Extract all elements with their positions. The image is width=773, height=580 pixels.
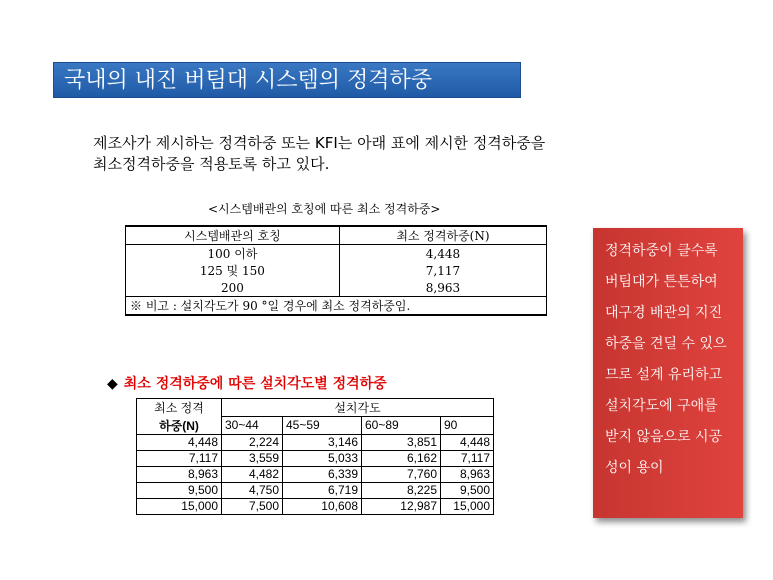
table-cell: 7,500 xyxy=(222,498,283,514)
table-cell: 4,448 xyxy=(137,434,222,450)
table-header: 설치각도 xyxy=(222,399,494,417)
table-cell: 4,750 xyxy=(222,482,283,498)
table-row xyxy=(137,466,494,482)
table-header: 90 xyxy=(441,417,494,435)
table-cell: 15,000 xyxy=(137,498,222,514)
diamond-bullet-icon: ◆ xyxy=(107,376,118,392)
table-cell: 8,225 xyxy=(362,482,441,498)
table-header: 45~59 xyxy=(283,417,362,435)
intro-text xyxy=(93,133,545,175)
angle-rated-load-table xyxy=(136,398,494,515)
table-note-row xyxy=(126,297,547,316)
table-cell: 7,760 xyxy=(362,466,441,482)
callout-line: 버팀대가 튼튼하여 xyxy=(605,274,718,290)
table-cell: 4,482 xyxy=(222,466,283,482)
table-cell: 6,339 xyxy=(283,466,362,482)
table-cell: 7,117 xyxy=(339,262,546,279)
table-header-row xyxy=(137,417,494,435)
section-heading xyxy=(107,373,387,393)
intro-line-2: 최소정격하중을 적용토록 하고 있다. xyxy=(93,155,330,173)
callout-line: 설치각도에 구애를 xyxy=(605,398,718,414)
table-note: ※ 비고 : 설치각도가 90 °일 경우에 최소 정격하중임. xyxy=(126,297,547,316)
section-heading-text: 최소 정격하중에 따른 설치각도별 정격하중 xyxy=(123,376,387,392)
table-cell: 6,162 xyxy=(362,450,441,466)
table-header: 시스템배관의 호칭 xyxy=(126,226,340,245)
callout-line: 므로 설계 유리하고 xyxy=(605,367,723,383)
table-cell: 6,719 xyxy=(283,482,362,498)
table-row xyxy=(137,434,494,450)
table-cell: 7,117 xyxy=(441,450,494,466)
table-header: 최소 정격하중(N) xyxy=(339,226,546,245)
table-cell: 8,963 xyxy=(137,466,222,482)
table-cell: 4,448 xyxy=(441,434,494,450)
callout-line: 받지 않음으로 시공 xyxy=(605,429,723,445)
table-header: 하중(N) xyxy=(137,417,222,435)
table-cell: 12,987 xyxy=(362,498,441,514)
slide-title: 국내의 내진 버팀대 시스템의 정격하중 xyxy=(53,62,521,98)
table-header: 30~44 xyxy=(222,417,283,435)
callout-line: 하중을 견딜 수 있으 xyxy=(605,336,727,352)
table-cell: 9,500 xyxy=(441,482,494,498)
table-cell: 125 및 150 xyxy=(126,262,340,279)
table-cell: 15,000 xyxy=(441,498,494,514)
table-cell: 100 이하 xyxy=(126,245,340,263)
table-header-row xyxy=(126,226,547,245)
intro-line-1: 제조사가 제시하는 정격하중 또는 KFI는 아래 표에 제시한 정격하중을 xyxy=(93,134,546,152)
table-header: 최소 정격 xyxy=(137,399,222,417)
table-cell: 9,500 xyxy=(137,482,222,498)
callout-line: 정격하중이 클수록 xyxy=(605,243,718,259)
callout-line: 성이 용이 xyxy=(605,460,664,476)
table-row xyxy=(126,245,547,263)
table-row xyxy=(126,279,547,297)
table-cell: 7,117 xyxy=(137,450,222,466)
table-cell: 3,851 xyxy=(362,434,441,450)
callout-line: 대구경 배관의 지진 xyxy=(605,305,723,321)
min-rated-load-table xyxy=(125,225,547,316)
table-row xyxy=(137,450,494,466)
table-header: 60~89 xyxy=(362,417,441,435)
table-cell: 8,963 xyxy=(441,466,494,482)
callout-box xyxy=(593,228,743,518)
table-header-row xyxy=(137,399,494,417)
table-cell: 3,559 xyxy=(222,450,283,466)
table-cell: 5,033 xyxy=(283,450,362,466)
table-cell: 3,146 xyxy=(283,434,362,450)
table-cell: 2,224 xyxy=(222,434,283,450)
table-cell: 8,963 xyxy=(339,279,546,297)
table-cell: 200 xyxy=(126,279,340,297)
table-row xyxy=(137,498,494,514)
table-row xyxy=(137,482,494,498)
table1-caption: <시스템배관의 호칭에 따른 최소 정격하중> xyxy=(208,202,441,216)
table-cell: 4,448 xyxy=(339,245,546,263)
table-row xyxy=(126,262,547,279)
table-cell: 10,608 xyxy=(283,498,362,514)
